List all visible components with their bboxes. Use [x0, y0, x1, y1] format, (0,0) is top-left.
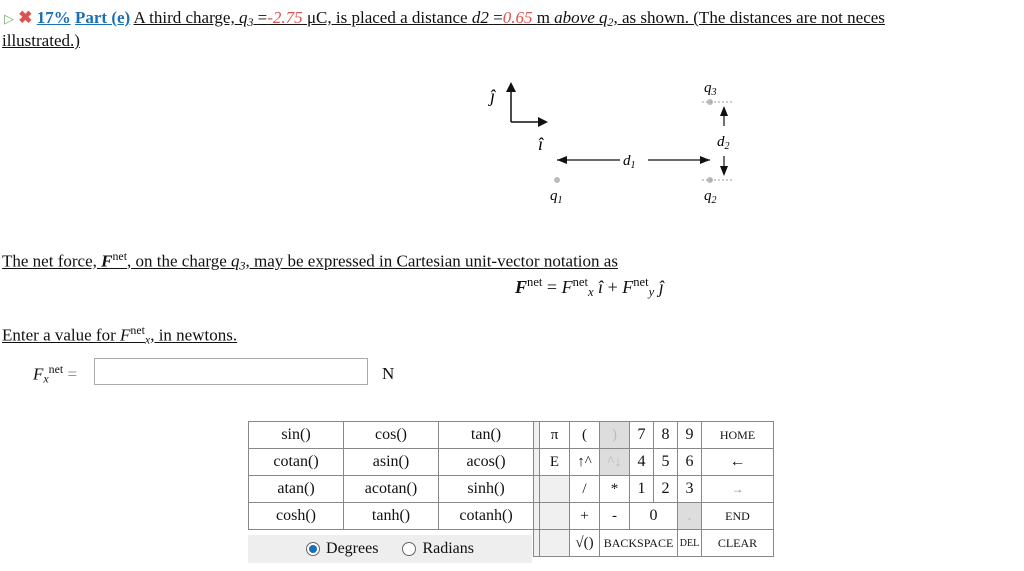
j-hat-label: ĵ — [490, 86, 496, 106]
q2-label: $q_2$ — [704, 188, 717, 206]
answer-input[interactable] — [94, 358, 368, 385]
charge-value: -2.75 — [267, 8, 303, 27]
key-tan[interactable]: tan() — [439, 422, 534, 449]
key-e[interactable]: E — [540, 449, 570, 476]
key-minus[interactable]: - — [600, 503, 630, 530]
q1-dot — [554, 177, 560, 183]
degrees-label: Degrees — [326, 540, 379, 557]
angle-mode — [248, 535, 532, 563]
answer-label: $F_x^{net}$ = — [33, 362, 78, 386]
key-divide[interactable]: / — [570, 476, 600, 503]
key-decimal[interactable]: . — [678, 503, 702, 530]
key-2[interactable]: 2 — [654, 476, 678, 503]
play-triangle-icon[interactable]: ▷ — [4, 11, 14, 26]
prompt-text: Enter a value for $F^{net}_x$, in newtons. — [2, 323, 238, 347]
charge-diagram — [470, 60, 760, 210]
i-hat-label: î — [538, 134, 544, 154]
d1-label: $d_1$ — [623, 153, 636, 171]
key-1[interactable]: 1 — [630, 476, 654, 503]
key-clear[interactable]: CLEAR — [702, 530, 774, 557]
key-3[interactable]: 3 — [678, 476, 702, 503]
q3-label: $q_3$ — [704, 80, 717, 98]
key-9[interactable]: 9 — [678, 422, 702, 449]
j-axis-arrowhead — [506, 82, 516, 92]
key-open-paren[interactable]: ( — [570, 422, 600, 449]
answer-unit: N — [382, 364, 395, 383]
distance-value: 0.65 — [502, 8, 533, 27]
key-8[interactable]: 8 — [654, 422, 678, 449]
key-left-arrow[interactable]: ← — [702, 449, 774, 476]
part-text: A third charge, $q_3 =-2.75$ μC, is placed a distance d2 =0.65 m above $q_2$, as shown. (The distances are not neces — [133, 8, 885, 29]
key-asin[interactable]: asin() — [344, 449, 439, 476]
key-sqrt[interactable]: √() — [570, 530, 600, 557]
key-pi[interactable]: π — [540, 422, 570, 449]
key-empty — [540, 476, 570, 503]
key-6[interactable]: 6 — [678, 449, 702, 476]
key-backspace[interactable]: BACKSPACE — [600, 530, 678, 557]
key-cos[interactable]: cos() — [344, 422, 439, 449]
i-axis-arrowhead — [538, 117, 548, 127]
key-5[interactable]: 5 — [654, 449, 678, 476]
key-close-paren[interactable]: ) — [600, 422, 630, 449]
d2-label: $d_2$ — [717, 134, 730, 152]
key-0[interactable]: 0 — [630, 503, 678, 530]
key-4[interactable]: 4 — [630, 449, 654, 476]
radians-radio[interactable] — [402, 542, 416, 556]
key-right-arrow[interactable]: → — [702, 476, 774, 503]
radians-label: Radians — [422, 540, 474, 557]
key-atan[interactable]: atan() — [249, 476, 344, 503]
key-subscript[interactable]: ^↓ — [600, 449, 630, 476]
key-empty — [540, 503, 570, 530]
key-multiply[interactable]: * — [600, 476, 630, 503]
key-sin[interactable]: sin() — [249, 422, 344, 449]
part-header — [4, 8, 885, 30]
key-sinh[interactable]: sinh() — [439, 476, 534, 503]
key-acos[interactable]: acos() — [439, 449, 534, 476]
key-7[interactable]: 7 — [630, 422, 654, 449]
key-superscript[interactable]: ↑^ — [570, 449, 600, 476]
x-incorrect-icon: ✖ — [18, 8, 33, 27]
key-del[interactable]: DEL — [678, 530, 702, 557]
key-home[interactable]: HOME — [702, 422, 774, 449]
key-plus[interactable]: + — [570, 503, 600, 530]
degrees-radio[interactable] — [306, 542, 320, 556]
key-end[interactable]: END — [702, 503, 774, 530]
key-cotanh[interactable]: cotanh() — [439, 503, 534, 530]
vector-equation: $F^{net} = F^{net}_x$ î + $F^{net}_y$ ĵ — [515, 275, 664, 300]
part-percent: 17% — [36, 8, 71, 27]
key-cosh[interactable]: cosh() — [249, 503, 344, 530]
part-text-continuation: illustrated.) — [2, 31, 80, 50]
q1-label: $q_1$ — [550, 188, 563, 206]
key-tanh[interactable]: tanh() — [344, 503, 439, 530]
net-force-text: The net force, $F^{net}$, on the charge $q_3$, may be expressed in Cartesian unit-vector notation as — [2, 249, 618, 273]
key-acotan[interactable]: acotan() — [344, 476, 439, 503]
part-label[interactable]: Part (e) — [75, 8, 131, 27]
key-cotan[interactable]: cotan() — [249, 449, 344, 476]
